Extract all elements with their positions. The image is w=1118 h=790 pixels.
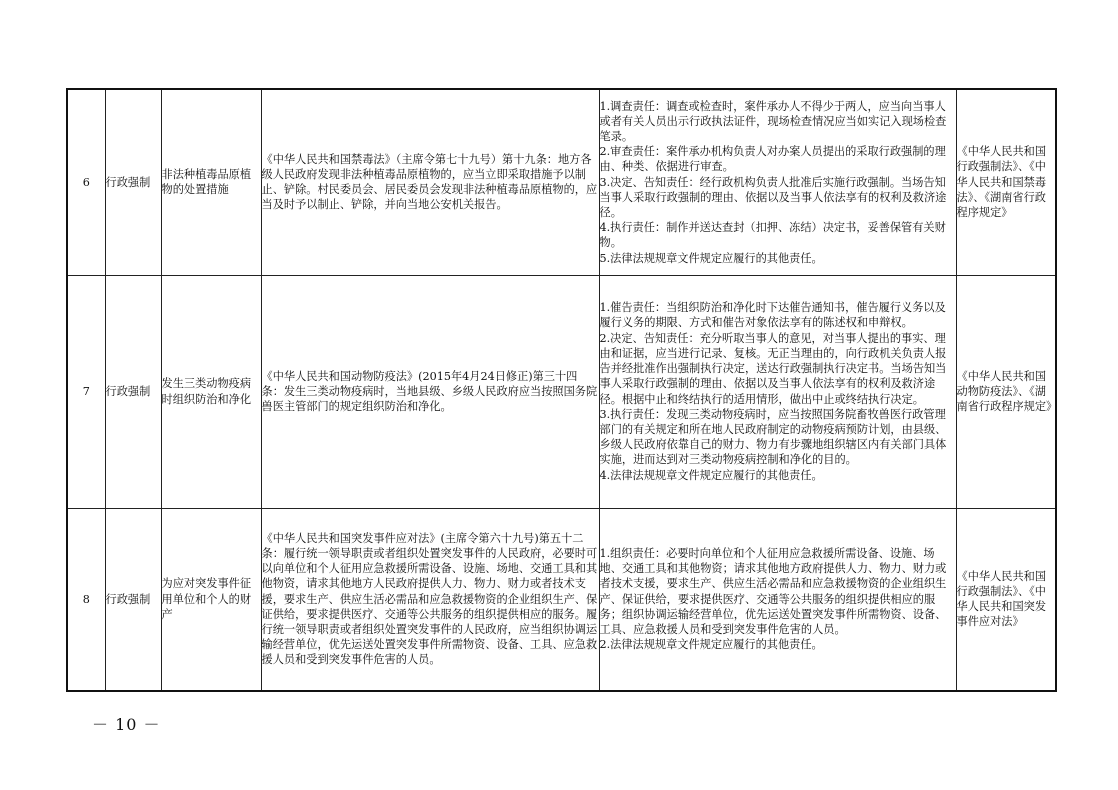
legal-basis: 《中华人民共和国禁毒法》（主席令第七十九号）第十九条：地方各级人民政府发现非法种植毒品原植物的，应当立即采取措施予以制止、铲除。村民委员会、居民委员会发现非法种植毒品原植物的，应当及时予以制止、铲除，并向当地公安机关报告。 [261,89,599,275]
legal-basis: 《中华人民共和国突发事件应对法》(主席令第六十九号)第五十二条：履行统一领导职责或者组织处置突发事件的人民政府，必要时可以向单位和个人征用应急救援所需设备、设施、场地、交通工具和其他物资，请求其他地方人民政府提供人力、物力、财力或者技术支援，要求生产、供应生活必需品和应急救援物资的企业组织生产、保证供给，要求提供医疗、交通等公共服务的组织提供相应的服务。履行统一领导职责或者组织处置突发事件的人民政府，应当组织协调运输经营单位，优先运送处置突发事件所需物资、设备、工具、应急救援人员和受到突发事件危害的人员。 [261,508,599,691]
item-name: 发生三类动物疫病时组织防治和净化 [161,275,261,508]
applicable-law: 《中华人民共和国行政强制法》、《中华人民共和国禁毒法》、《湖南省行政程序规定》 [956,89,1056,275]
responsibility-list [599,89,956,275]
responsibility-list [599,275,956,508]
responsibility-item: 1.组织责任：必要时向单位和个人征用应急救援所需设备、设施、场地、交通工具和其他物资；请求其他地方政府提供人力、物力、财力或者技术支援，要求生产、供应生活必需品和应急救援物资的企业组织生产、保证供给，要求提供医疗、交通等公共服务的组织提供相应的服务；组织协调运输经营单位，优先运送处置突发事件所需物资、设备、工具、应急救援人员和受到突发事件危害的人员。 [599,547,947,637]
responsibility-item: 2.法律法规规章文件规定应履行的其他责任。 [599,638,823,652]
responsibility-item: 4.执行责任：制作并送达查封（扣押、冻结）决定书，妥善保管有关财物。 [599,221,946,250]
responsibility-item: 5.法律法规规章文件规定应履行的其他责任。 [599,251,823,265]
responsibility-item: 4.法律法规规章文件规定应履行的其他责任。 [599,468,823,482]
responsibility-list [599,508,956,691]
responsibility-item: 2.审查责任：案件承办机构负责人对办案人员提出的采取行政强制的理由、种类、依据进行审查。 [599,145,946,174]
power-type: 行政强制 [105,275,161,508]
row-number: 7 [67,275,105,508]
responsibility-item: 2.决定、告知责任：充分听取当事人的意见，对当事人提出的事实、理由和证据，应当进行记录、复核。无正当理由的，向行政机关负责人报告并经批准作出强制执行决定，送达行政强制执行决定书。当场告知当事人采取行政强制的理由、依据以及当事人依法享有的权利及救济途径。根据中止和终结执行的适用情形，做出中止或终结执行决定。 [599,331,947,406]
applicable-law: 《中华人民共和国动物防疫法》、《湖南省行政程序规定》 [956,275,1056,508]
table-row [67,89,1056,275]
power-type: 行政强制 [105,89,161,275]
row-number: 8 [67,508,105,691]
applicable-law: 《中华人民共和国行政强制法》、《中华人民共和国突发事件应对法》 [956,508,1056,691]
responsibility-item: 1.调查责任：调查或检查时，案件承办人不得少于两人，应当向当事人或者有关人员出示行政执法证件，现场检查情况应当如实记入现场检查笔录。 [599,99,947,144]
item-name: 非法种植毒品原植物的处置措施 [161,89,261,275]
enforcement-table [66,88,1057,692]
power-type: 行政强制 [105,508,161,691]
responsibility-item: 3.决定、告知责任：经行政机构负责人批准后实施行政强制。当场告知当事人采取行政强制的理由、依据以及当事人依法享有的权利及救济途径。 [599,175,947,220]
row-number: 6 [67,89,105,275]
responsibility-item: 1.催告责任：当组织防治和净化时下达催告通知书，催告履行义务以及履行义务的期限、方式和催告对象依法享有的陈述权和申辩权。 [599,301,946,330]
table-row [67,508,1056,691]
responsibility-item: 3.执行责任：发现三类动物疫病时，应当按照国务院畜牧兽医行政管理部门的有关规定和所在地人民政府制定的动物疫病预防计划，由县级、乡级人民政府依靠自己的财力、物力有步骤地组织辖区内有关部门具体实施，进而达到对三类动物疫病控制和净化的目的。 [599,407,947,467]
legal-basis: 《中华人民共和国动物防疫法》(2015年4月24日修正)第三十四条：发生三类动物疫病时，当地县级、乡级人民政府应当按照国务院兽医主管部门的规定组织防治和净化。 [261,275,599,508]
item-name: 为应对突发事件征用单位和个人的财产 [161,508,261,691]
table-row [67,275,1056,508]
page-number: － 10 － [92,715,161,734]
